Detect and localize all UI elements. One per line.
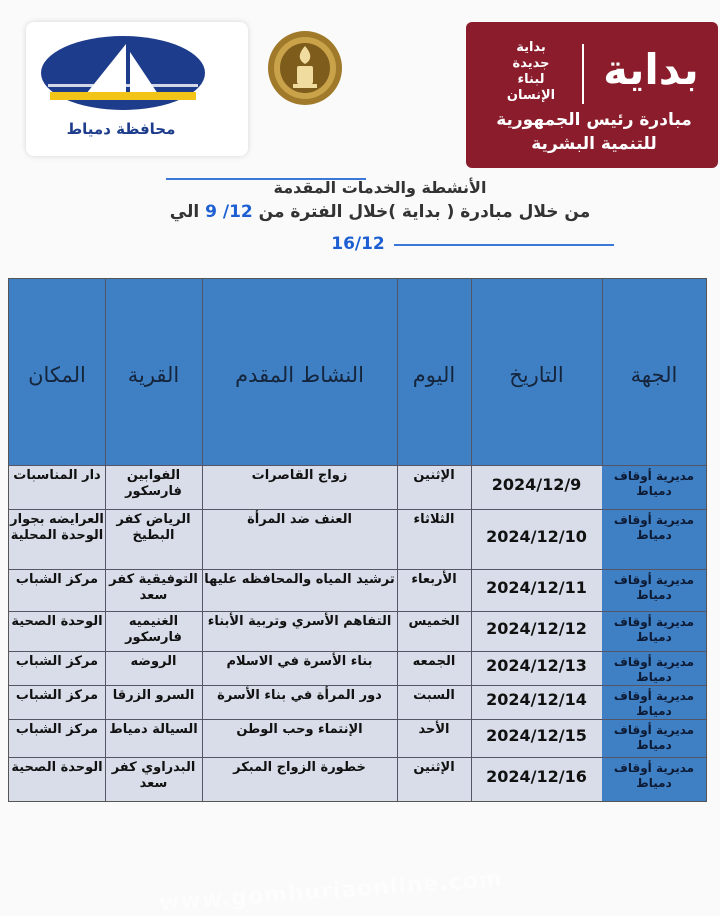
table-cell-village: التوفيقية كفر سعد	[109, 572, 198, 603]
table-cell-village: الرياض كفر البطيخ	[116, 512, 191, 543]
table-cell-day: الخميس	[408, 614, 460, 629]
table-cell-village: السرو الزرقا	[112, 688, 195, 703]
title-line-1: الأنشطة والخدمات المقدمة	[273, 178, 487, 197]
initiative-caption-1: مبادرة رئيس الجمهورية	[496, 110, 692, 130]
table-cell-entity: مديرية أوقاف دمياط	[602, 570, 706, 611]
initiative-divider	[582, 44, 584, 104]
table-cell-village: البدراوي كفر سعد	[111, 760, 196, 791]
table-cell-place: مركز الشباب	[15, 572, 99, 587]
header-cell: النشاط المقدم	[235, 363, 364, 387]
table-cell-place: مركز الشباب	[15, 688, 99, 703]
table-cell-activity: زواج القاصرات	[251, 468, 348, 483]
table-cell-village: الفوابين فارسكور	[125, 468, 182, 499]
damietta-governorate-logo-card	[26, 22, 248, 156]
table-cell-day: الإثنين	[413, 760, 455, 775]
table-cell-date: 2024/12/16	[486, 767, 587, 786]
initiative-line-3: لبناء	[517, 72, 545, 87]
table-cell-activity: خطورة الزواج المبكر	[233, 760, 366, 775]
title-line-2-pre: من خلال مبادرة ( بداية )خلال الفترة من	[252, 202, 591, 222]
table-cell-place: العرايضه بجوار الوحدة المحلية	[10, 512, 104, 543]
initiative-line-4: الإنسان	[506, 88, 556, 103]
bedaya-initiative-logo-card	[466, 22, 718, 168]
table-cell-activity: العنف ضد المرأة	[247, 512, 352, 527]
header-cell: المكان	[28, 363, 86, 387]
table-cell-place: الوحدة الصحية	[11, 760, 103, 775]
table-cell-place: مركز الشباب	[15, 654, 99, 669]
table-cell-date: 2024/12/14	[486, 690, 587, 709]
table-cell-day: الثلاثاء	[413, 512, 455, 527]
header-cell: الجهة	[630, 363, 678, 387]
initiative-big-wordmark: بداية	[603, 45, 699, 94]
table-cell-entity: مديرية أوقاف دمياط	[602, 612, 706, 651]
table-cell-activity: التفاهم الأسري وتربية الأبناء	[207, 614, 392, 629]
title-line-2-post: الي	[169, 202, 206, 222]
activities-table	[8, 278, 707, 916]
header-cell: القرية	[127, 363, 180, 387]
table-cell-entity: مديرية أوقاف دمياط	[602, 510, 706, 569]
table-cell-day: الجمعه	[412, 654, 456, 669]
table-cell-date: 2024/12/15	[486, 726, 587, 745]
watermark: www.gomhuriaonline.com	[158, 867, 504, 916]
table-cell-day: السبت	[413, 688, 455, 703]
table-cell-entity: مديرية أوقاف دمياط	[602, 720, 706, 757]
table-cell-day: الأربعاء	[411, 572, 457, 587]
initiative-line-2: جديدة	[512, 56, 550, 71]
table-cell-place: الوحدة الصحية	[11, 614, 103, 629]
table-cell-date: 2024/12/9	[491, 475, 582, 494]
table-cell-entity: مديرية أوقاف دمياط	[602, 758, 706, 801]
title-line-2-date: 12/ 9	[205, 202, 253, 222]
table-cell-entity: مديرية أوقاف دمياط	[602, 466, 706, 509]
governorate-name: محافظة دمياط	[66, 120, 176, 138]
table-cell-activity: بناء الأسرة في الاسلام	[226, 654, 373, 669]
table-cell-date: 2024/12/13	[486, 656, 587, 675]
table-cell-place: دار المناسبات	[13, 468, 101, 483]
table-cell-date: 2024/12/12	[486, 619, 587, 638]
title-bottom-rule	[394, 244, 614, 246]
header-cell: اليوم	[412, 363, 456, 387]
table-cell-date: 2024/12/11	[486, 578, 587, 597]
table-cell-day: الأحد	[418, 722, 450, 737]
table-cell-activity: دور المرأة في بناء الأسرة	[217, 688, 382, 703]
table-cell-village: الروضه	[130, 654, 177, 669]
table-cell-activity: ترشيد المياه والمحافظه عليها	[204, 572, 395, 587]
initiative-line-1: بداية	[516, 40, 546, 55]
table-cell-entity: مديرية أوقاف دمياط	[602, 652, 706, 685]
table-cell-entity: مديرية أوقاف دمياط	[602, 686, 706, 719]
header-cell: التاريخ	[509, 363, 564, 387]
ministry-seal-icon	[267, 30, 343, 106]
title-line-2	[150, 202, 610, 222]
table-cell-place: مركز الشباب	[15, 722, 99, 737]
table-cell-date: 2024/12/10	[486, 527, 587, 546]
table-cell-activity: الإنتماء وحب الوطن	[236, 722, 363, 737]
table-cell-village: الغنيميه فارسكور	[125, 614, 182, 645]
table-cell-day: الإثنين	[413, 468, 455, 483]
table-cell-village: السيالة دمياط	[109, 722, 198, 737]
initiative-caption-2: للتنمية البشرية	[531, 134, 657, 154]
title-line-3: 16/12	[331, 234, 385, 254]
